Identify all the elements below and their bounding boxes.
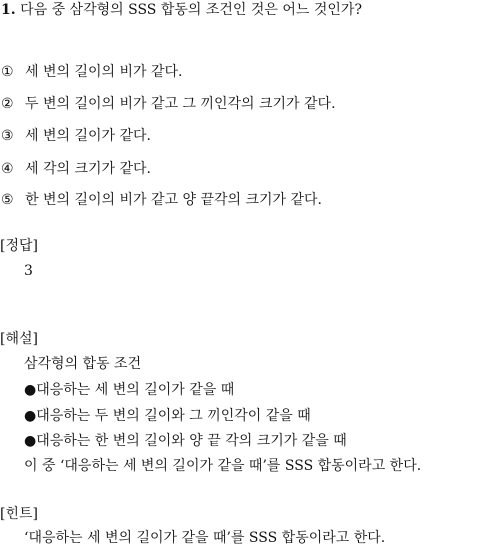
question-line [1,2,362,18]
choice-2 [1,96,336,112]
choice-1-mark: ① [1,64,14,80]
choice-1 [1,64,183,80]
question-number: 1. [1,2,16,18]
explanation-bullet-1: ●대응하는 세 변의 길이가 같을 때 [24,382,235,398]
choice-2-text: 두 변의 길이의 비가 같고 그 끼인각의 크기가 같다. [25,96,336,112]
hint-text: ‘대응하는 세 변의 길이가 같을 때’를 SSS 합동이라고 한다. [24,530,386,546]
explanation-bullet-2: ●대응하는 두 변의 길이와 그 끼인각이 같을 때 [24,408,311,424]
choice-2-mark: ② [1,96,14,112]
choice-5-text: 한 변의 길이의 비가 같고 양 끝각의 크기가 같다. [25,192,323,208]
explanation-conclusion: 이 중 ‘대응하는 세 변의 길이가 같을 때’를 SSS 합동이라고 한다. [24,458,422,474]
choice-3-mark: ③ [1,128,14,144]
choice-5-mark: ⑤ [1,192,14,208]
hint-label: [힌트] [0,506,38,522]
explanation-heading: 삼각형의 합동 조건 [24,356,142,372]
choice-4-text: 세 각의 크기가 같다. [25,161,151,177]
question-text: 다음 중 삼각형의 SSS 합동의 조건인 것은 어느 것인가? [20,2,362,18]
choice-4 [1,161,151,177]
explanation-label: [해설] [0,331,38,347]
choice-4-mark: ④ [1,161,14,177]
choice-3 [1,128,151,144]
answer-value: 3 [24,263,33,279]
choice-1-text: 세 변의 길이의 비가 같다. [25,64,183,80]
choice-5 [1,192,322,208]
choice-3-text: 세 변의 길이가 같다. [25,128,151,144]
answer-label: [정답] [0,238,38,254]
explanation-bullet-3: ●대응하는 한 변의 길이와 양 끝 각의 크기가 같을 때 [24,433,347,449]
